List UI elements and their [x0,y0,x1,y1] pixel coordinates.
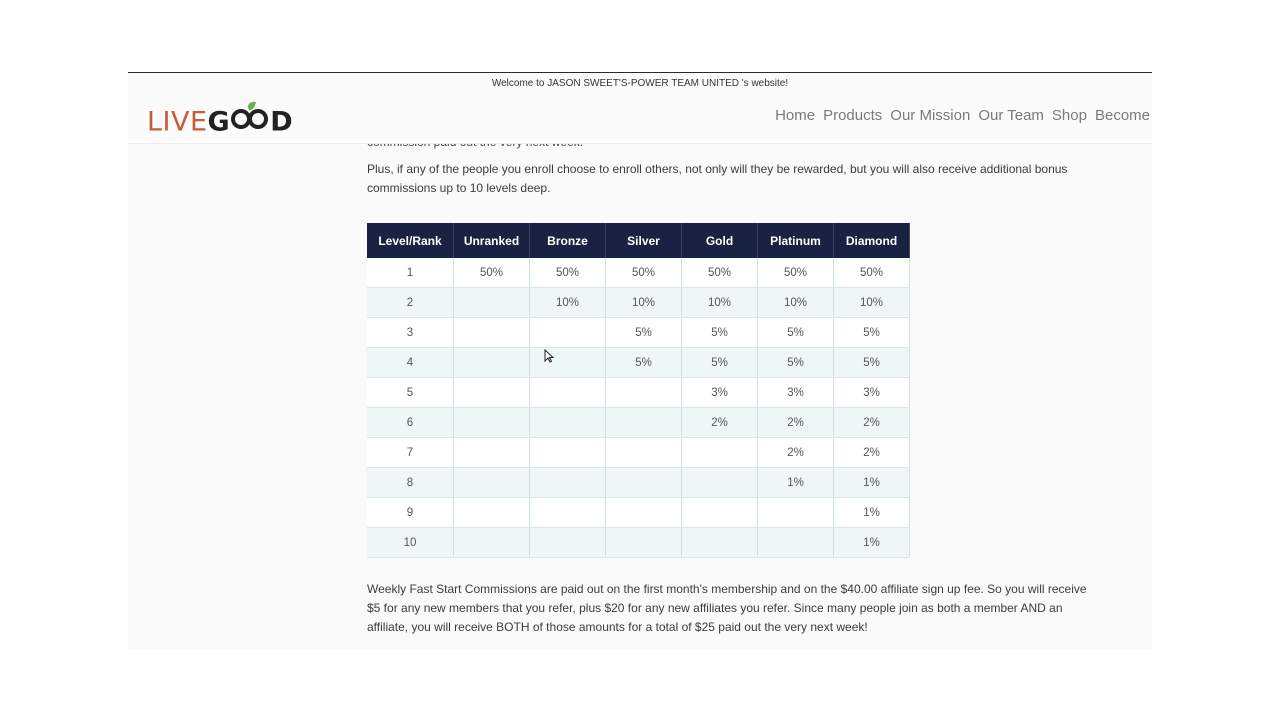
nav-home[interactable]: Home [775,107,816,124]
leaf-icon [231,101,269,145]
cell-bronze [530,528,606,558]
cell-diamond: 2% [834,438,910,468]
page-content [128,143,1152,649]
logo-text-live: LIVEG [147,106,231,138]
header-silver: Silver [606,223,682,258]
cell-unranked [454,438,530,468]
table-row [367,438,910,468]
cell-unranked [454,468,530,498]
cell-diamond: 5% [834,318,910,348]
fast-start-paragraph: Weekly Fast Start Commissions are paid out on the first month's membership and on the $40.00 affiliate sign up fee. So you will receive $5 for any new members that you refer, plus $20 for any new affiliates you refer. Since many people join as both a member AND an affiliate, you will receive BOTH of those amounts for a total of $25 paid out the very next week! [367,582,1087,634]
cell-bronze: 10% [530,288,606,318]
cell-level: 5 [367,378,454,408]
nav-shop[interactable]: Shop [1051,107,1087,124]
cell-diamond: 3% [834,378,910,408]
nav-become[interactable]: Become [1094,107,1150,124]
main-nav [775,107,1150,124]
cell-platinum: 3% [758,378,834,408]
logo-text-d: D [270,106,294,138]
cell-bronze [530,378,606,408]
cell-bronze [530,498,606,528]
cell-platinum: 5% [758,318,834,348]
cell-gold: 10% [682,288,758,318]
cell-unranked: 50% [454,258,530,288]
commission-table [367,223,910,558]
cell-platinum [758,498,834,528]
cell-diamond: 10% [834,288,910,318]
cell-unranked [454,408,530,438]
bonus-paragraph: Plus, if any of the people you enroll choose to enroll others, not only will they be rewarded, but you will also receive additional bonus commissions up to 10 levels deep. [367,162,1068,195]
mouse-cursor-icon [544,349,554,368]
table-body [367,258,910,558]
cell-platinum: 10% [758,288,834,318]
website-frame [128,72,1152,649]
nav-products[interactable]: Products [823,107,883,124]
livegood-logo[interactable] [147,101,293,141]
cell-diamond: 1% [834,528,910,558]
table-row [367,468,910,498]
cell-platinum [758,528,834,558]
header-level-rank: Level/Rank [367,223,454,258]
cell-diamond: 5% [834,348,910,378]
cell-gold: 50% [682,258,758,288]
cell-silver [606,438,682,468]
cell-bronze [530,438,606,468]
cell-level: 1 [367,258,454,288]
cell-platinum: 2% [758,438,834,468]
cell-level: 3 [367,318,454,348]
cell-platinum: 1% [758,468,834,498]
table-row [367,318,910,348]
cell-silver [606,528,682,558]
welcome-banner: Welcome to JASON SWEET'S-POWER TEAM UNITED 's website! [128,73,1152,95]
header-platinum: Platinum [758,223,834,258]
table-row [367,498,910,528]
table-header-row [367,223,910,258]
cell-level: 10 [367,528,454,558]
header-unranked: Unranked [454,223,530,258]
header-diamond: Diamond [834,223,910,258]
cell-diamond: 1% [834,468,910,498]
cell-platinum: 50% [758,258,834,288]
cell-gold: 5% [682,348,758,378]
cell-gold: 2% [682,408,758,438]
cell-gold [682,528,758,558]
cell-gold: 5% [682,318,758,348]
cell-silver: 50% [606,258,682,288]
cell-bronze [530,408,606,438]
cell-unranked [454,528,530,558]
cell-unranked [454,378,530,408]
table-row [367,378,910,408]
cell-gold: 3% [682,378,758,408]
cell-level: 4 [367,348,454,378]
cell-silver [606,468,682,498]
header-gold: Gold [682,223,758,258]
cell-level: 2 [367,288,454,318]
cell-diamond: 2% [834,408,910,438]
cell-bronze: 50% [530,258,606,288]
table-row [367,258,910,288]
table-row [367,408,910,438]
cell-level: 8 [367,468,454,498]
cell-bronze [530,348,606,378]
cell-silver: 5% [606,318,682,348]
cell-platinum: 5% [758,348,834,378]
header-bronze: Bronze [530,223,606,258]
cell-diamond: 1% [834,498,910,528]
cell-bronze [530,318,606,348]
cell-bronze [530,468,606,498]
site-header [128,95,1152,144]
cell-silver [606,408,682,438]
cell-unranked [454,348,530,378]
table-row [367,288,910,318]
nav-our-mission[interactable]: Our Mission [890,107,971,124]
table-row [367,348,910,378]
nav-our-team[interactable]: Our Team [978,107,1044,124]
cell-level: 9 [367,498,454,528]
cell-silver: 10% [606,288,682,318]
cell-level: 7 [367,438,454,468]
cell-gold [682,438,758,468]
cell-gold [682,468,758,498]
cell-unranked [454,288,530,318]
cell-unranked [454,498,530,528]
cell-level: 6 [367,408,454,438]
cell-platinum: 2% [758,408,834,438]
table-row [367,528,910,558]
cell-silver: 5% [606,348,682,378]
cell-unranked [454,318,530,348]
cell-gold [682,498,758,528]
cell-diamond: 50% [834,258,910,288]
cell-silver [606,498,682,528]
cell-silver [606,378,682,408]
